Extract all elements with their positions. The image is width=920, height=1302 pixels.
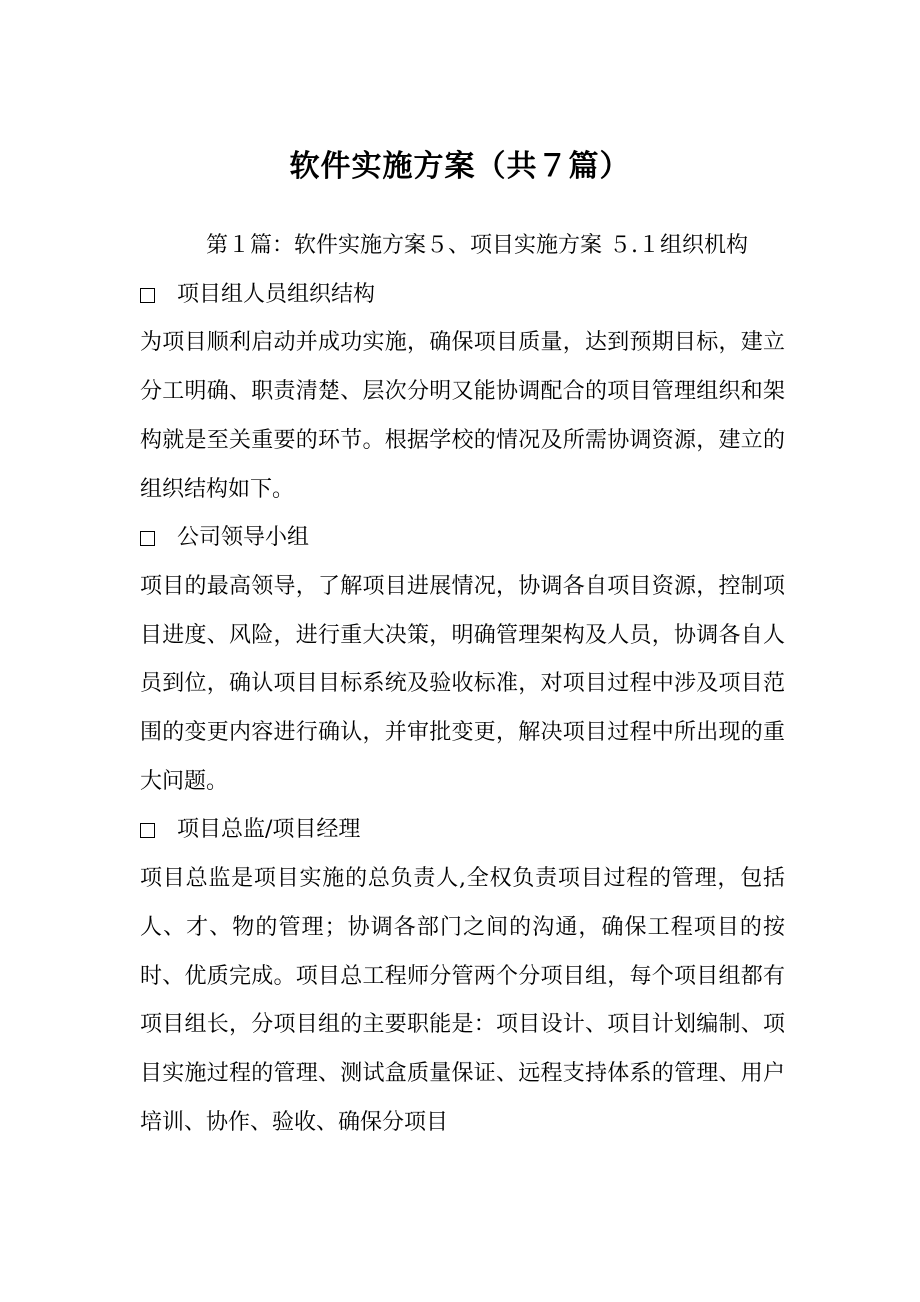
section-heading-text: 公司领导小组 xyxy=(177,525,310,551)
document-title: 软件实施方案（共７篇） xyxy=(289,149,631,184)
section-paragraph: 项目总监是项目实施的总负责人,全权负责项目过程的管理，包括人、才、物的管理；协调各部门之间的沟通，确保工程项目的按时、优质完成。项目总工程师分管两个分项目组，每个项目组都有项目组长，分项目组的主要职能是：项目设计、项目计划编制、项目实施过程的管理、测试盒质量保证、远程支持体系的管理、用户培训、协作、验收、确保分项目 xyxy=(140,866,785,1135)
section-paragraph: 项目的最高领导，了解项目进展情况，协调各自项目资源，控制项目进度、风险，进行重大决策，明确管理架构及人员，协调各自人员到位，确认项目目标系统及验收标准，对项目过程中涉及项目范围的变更内容进行确认，并审批变更，解决项目过程中所出现的重大问题。 xyxy=(140,573,785,794)
intro-paragraph: 第１篇：软件实施方案５、项目实施方案 ５.１组织机构 xyxy=(206,233,748,258)
section-heading-text: 项目组人员组织结构 xyxy=(177,281,376,307)
checkbox-bullet-icon xyxy=(140,823,155,838)
checkbox-bullet-icon xyxy=(140,531,155,546)
section-heading xyxy=(140,271,785,320)
checkbox-bullet-icon xyxy=(140,288,155,303)
section-paragraph: 为项目顺利启动并成功实施，确保项目质量，达到预期目标，建立分工明确、职责清楚、层次分明又能协调配合的项目管理组织和架构就是至关重要的环节。根据学校的情况及所需协调资源，建立的组织结构如下。 xyxy=(140,330,785,502)
section-heading xyxy=(140,806,785,855)
document-body xyxy=(140,222,785,1147)
section-heading-text: 项目总监/项目经理 xyxy=(177,817,361,843)
section-heading xyxy=(140,514,785,563)
